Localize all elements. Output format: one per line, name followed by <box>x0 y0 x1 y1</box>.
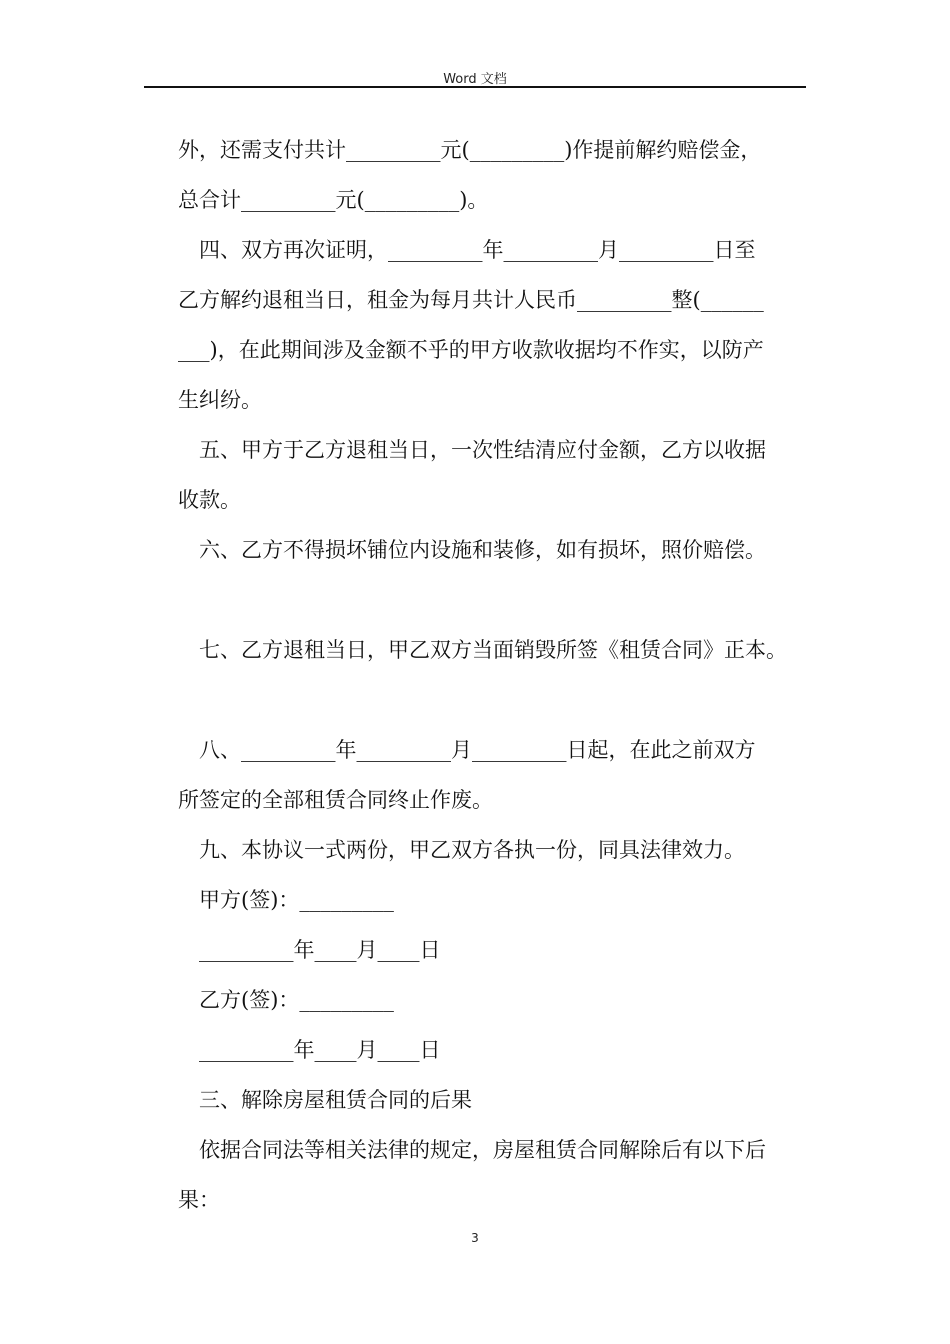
body-line: 依据合同法等相关法律的规定，房屋租赁合同解除后有以下后 <box>199 1138 766 1162</box>
body-line: ___)，在此期间涉及金额不乎的甲方收款收据均不作实，以防产 <box>178 338 764 362</box>
clause-5: 五、甲方于乙方退租当日，一次性结清应付金额，乙方以收据 <box>199 438 766 462</box>
clause-4: 四、双方再次证明，_________年_________月_________日至 <box>199 238 756 262</box>
body-line: 总合计_________元(_________)。 <box>178 188 489 212</box>
party-b-date: _________年____月____日 <box>199 1038 441 1062</box>
header-divider <box>144 86 806 88</box>
body-line: 收款。 <box>178 488 241 512</box>
clause-9: 九、本协议一式两份，甲乙双方各执一份，同具法律效力。 <box>199 838 745 862</box>
clause-7: 七、乙方退租当日，甲乙双方当面销毁所签《租赁合同》正本。 <box>199 638 787 662</box>
body-line: 生纠纷。 <box>178 388 262 412</box>
party-b-signature: 乙方(签)：_________ <box>199 988 394 1012</box>
body-line: 外，还需支付共计_________元(_________)作提前解约赔偿金， <box>178 138 762 162</box>
body-line: 果： <box>178 1188 220 1212</box>
body-line: 所签定的全部租赁合同终止作废。 <box>178 788 493 812</box>
clause-6: 六、乙方不得损坏铺位内设施和装修，如有损坏，照价赔偿。 <box>199 538 766 562</box>
party-a-signature: 甲方(签)：_________ <box>199 888 394 912</box>
section-heading: 三、解除房屋租赁合同的后果 <box>199 1088 472 1112</box>
page-header-title: Word 文档 <box>443 72 507 87</box>
body-line: 乙方解约退租当日，租金为每月共计人民币_________整(______ <box>178 288 764 312</box>
page-number: 3 <box>471 1231 479 1245</box>
party-a-date: _________年____月____日 <box>199 938 441 962</box>
clause-8: 八、_________年_________月_________日起，在此之前双方 <box>199 738 756 762</box>
